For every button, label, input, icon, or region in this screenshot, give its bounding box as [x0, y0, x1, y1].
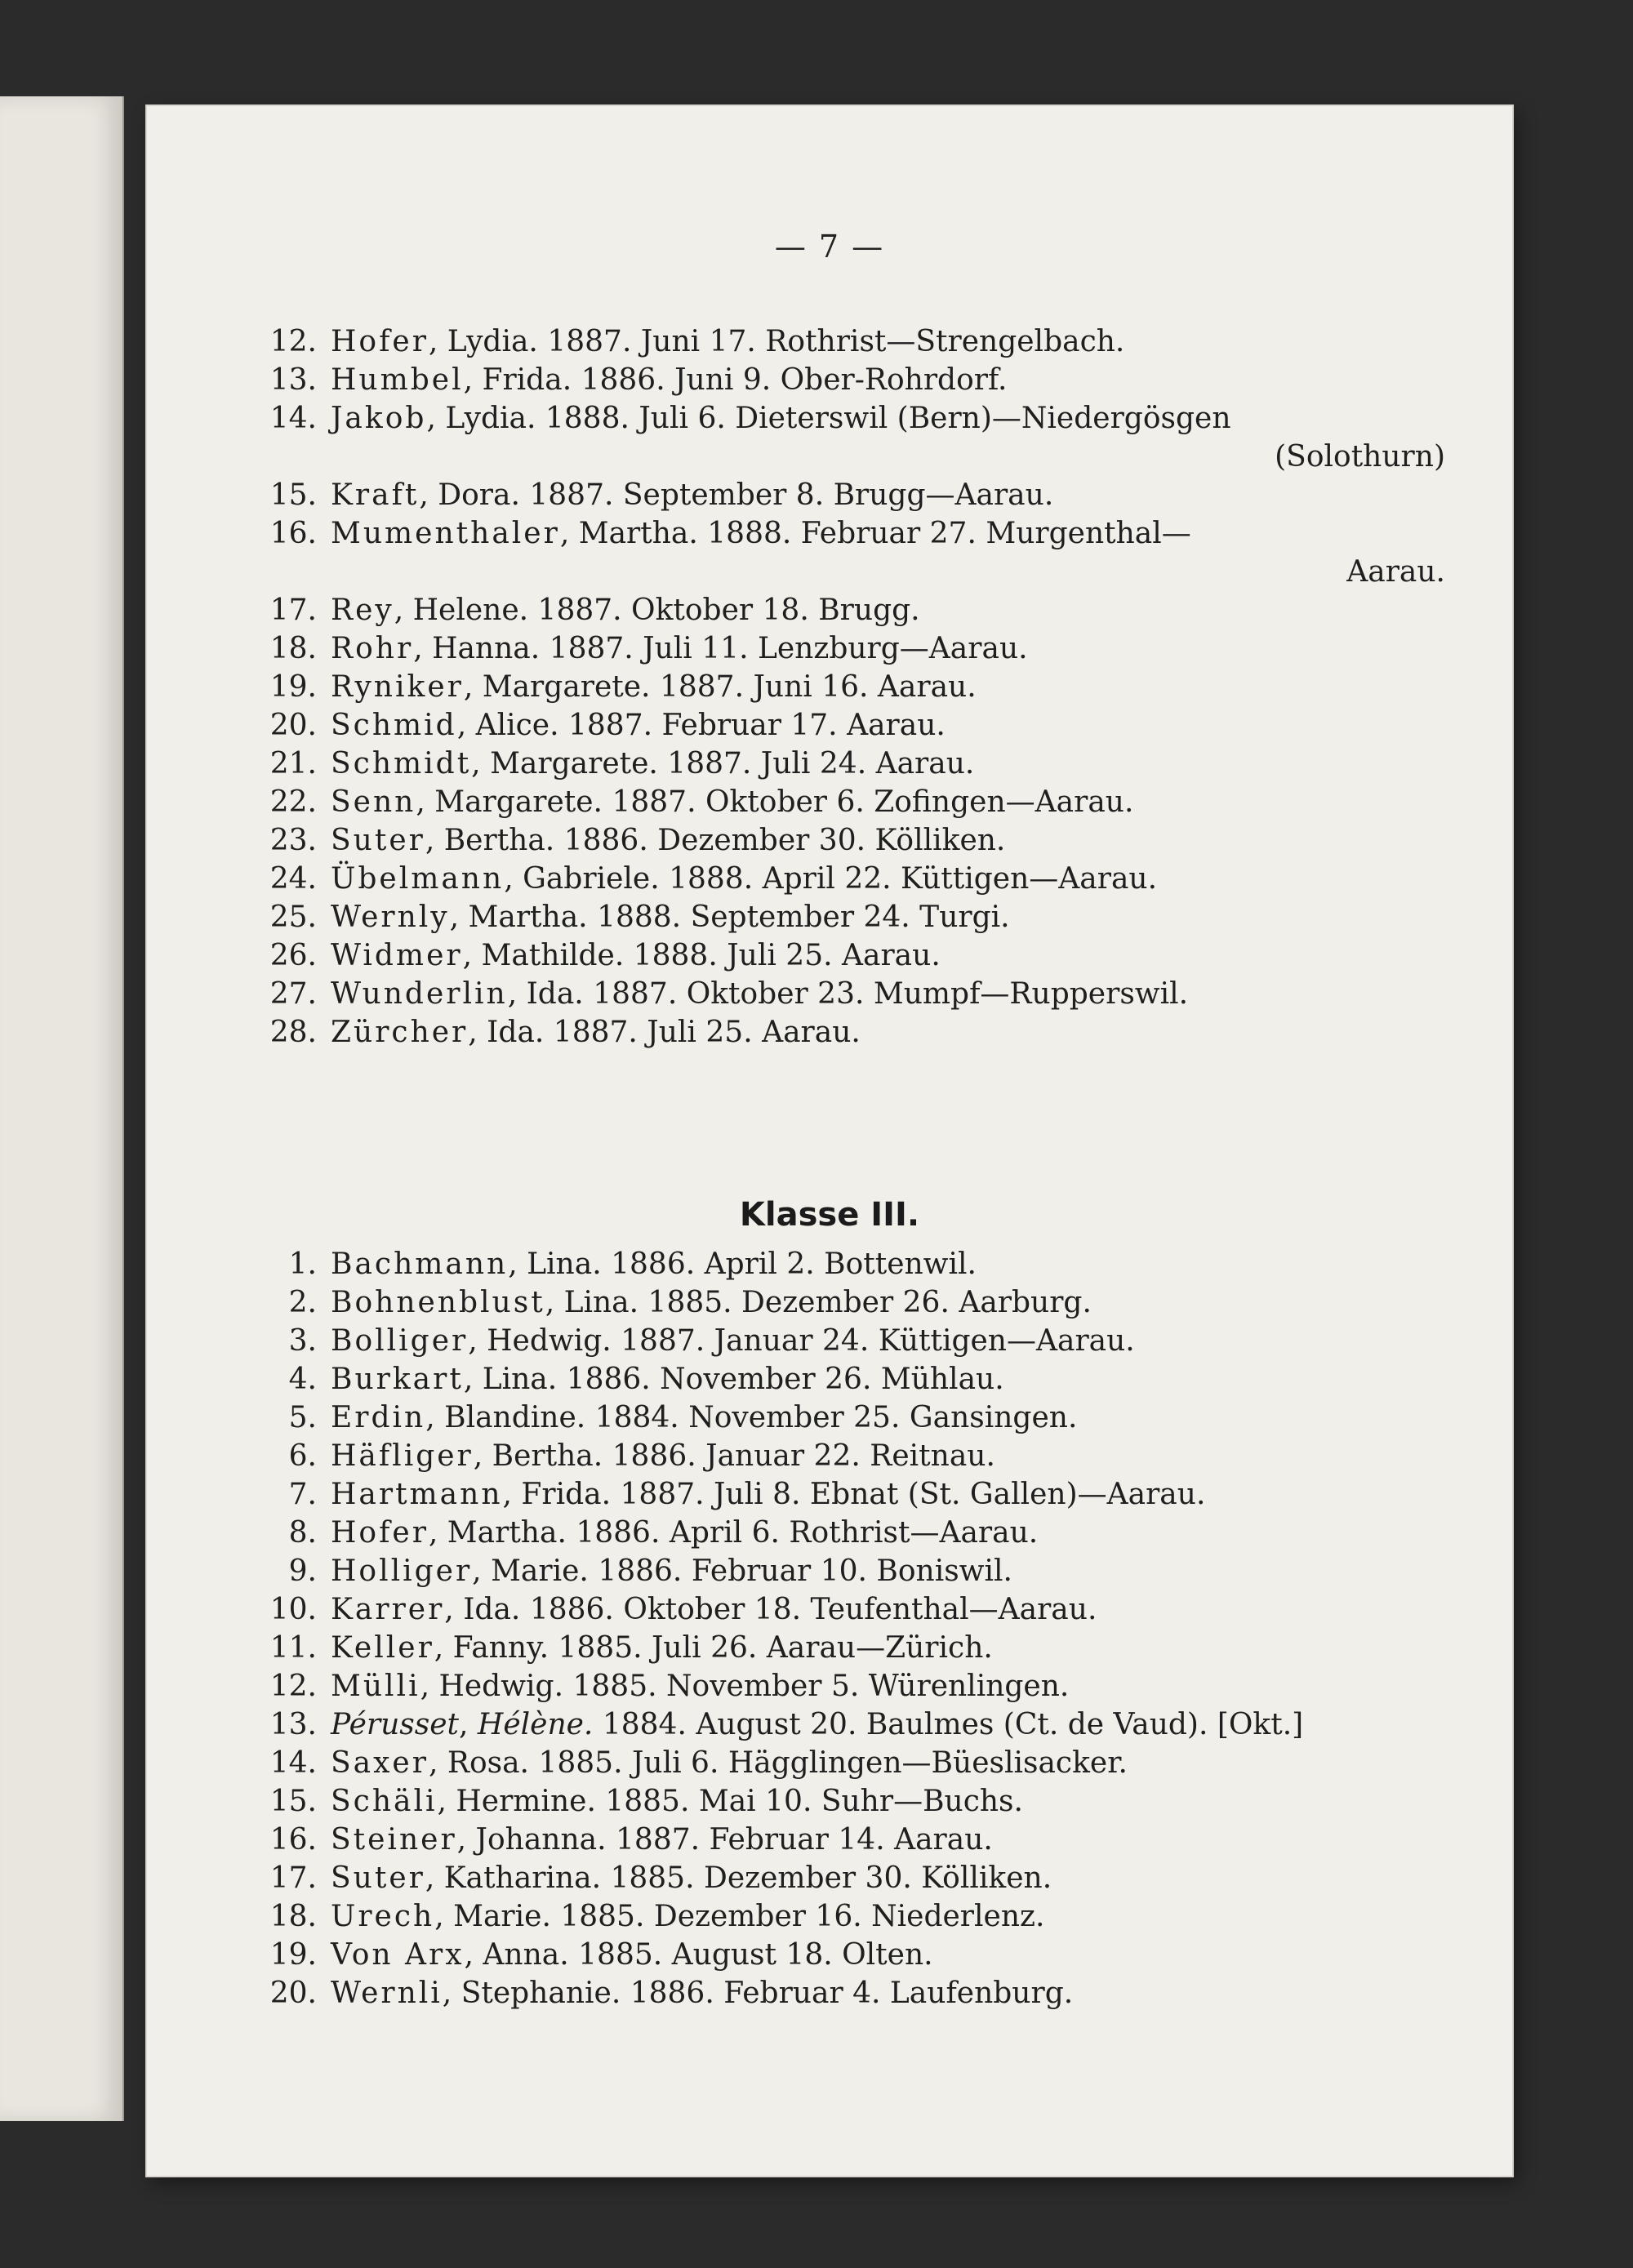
- entry-given-name: Margarete.: [482, 670, 651, 704]
- entry-given-name: Ida.: [463, 1593, 521, 1626]
- entry-details: 1887. Januar 24. Küttigen—Aarau.: [621, 1324, 1135, 1358]
- entry-number: 4.: [288, 1363, 317, 1396]
- facing-page-edge: [0, 96, 124, 2121]
- entry-text: Jakob, Lydia. 1888. Juli 6. Dieterswil (Bern)—Niedergösgen: [331, 402, 1231, 435]
- entry-surname: Keller: [331, 1631, 434, 1665]
- entry-given-name: Frida.: [482, 363, 572, 397]
- entry-number: 21.: [269, 747, 317, 780]
- list-entry: [269, 1590, 1482, 1629]
- entry-given-name: Martha.: [468, 901, 588, 934]
- entry-text: Urech, Marie. 1885. Dezember 16. Niederlenz.: [331, 1900, 1045, 1933]
- entry-surname: Erdin: [331, 1401, 426, 1434]
- list-entry: [269, 975, 1482, 1013]
- entry-given-name: Margarete.: [434, 785, 603, 819]
- list-entry: [269, 821, 1482, 860]
- entry-text: Holliger, Marie. 1886. Februar 10. Boniswil.: [331, 1554, 1012, 1588]
- entry-text: Ryniker, Margarete. 1887. Juni 16. Aarau.: [331, 670, 977, 704]
- entry-number: 27.: [269, 977, 317, 1011]
- entry-surname: Wunderlin: [331, 977, 508, 1011]
- entry-text: Übelmann, Gabriele. 1888. April 22. Küttigen—Aarau.: [331, 862, 1158, 896]
- entry-surname: Von Arx: [331, 1938, 465, 1972]
- list-entry: [274, 1360, 1482, 1399]
- list-entry: [274, 1283, 1482, 1322]
- entry-number: 14.: [269, 1746, 317, 1780]
- entry-surname: Hartmann: [331, 1478, 503, 1511]
- entry-number: 20.: [269, 709, 317, 742]
- entry-surname: Rey: [331, 594, 394, 627]
- list-entry: [269, 1744, 1482, 1782]
- entry-text: Widmer, Mathilde. 1888. Juli 25. Aarau.: [331, 939, 941, 972]
- entry-given-name: Frida.: [521, 1478, 612, 1511]
- list-entry: [269, 1629, 1482, 1667]
- entry-details: 1886. Februar 10. Boniswil.: [598, 1554, 1012, 1588]
- entry-details: 1887. September 8. Brugg—Aarau.: [529, 478, 1054, 512]
- entry-surname: Schäli: [331, 1785, 438, 1818]
- entry-details: 1886. April 6. Rothrist—Aarau.: [576, 1516, 1039, 1550]
- list-entry: [274, 1552, 1482, 1590]
- list-entry: [269, 898, 1482, 936]
- entry-given-name: Martha.: [447, 1516, 567, 1550]
- entry-details: 1884. August 20. Baulmes (Ct. de Vaud). [Okt.]: [602, 1708, 1304, 1741]
- entry-details: 1887. Juli 25. Aarau.: [553, 1016, 861, 1049]
- entry-surname: Rohr: [331, 632, 414, 665]
- entry-given-name: Marie.: [491, 1554, 589, 1588]
- entry-text: Wunderlin, Ida. 1887. Oktober 23. Mumpf—Rupperswil.: [331, 977, 1189, 1011]
- list-entry: [269, 1974, 1482, 2012]
- entry-details: 1885. Dezember 26. Aarburg.: [647, 1286, 1092, 1319]
- entry-surname: Zürcher: [331, 1016, 469, 1049]
- entry-surname: Ryniker: [331, 670, 464, 704]
- entry-number: 1.: [288, 1247, 317, 1281]
- entry-given-name: Lydia.: [445, 402, 536, 435]
- entry-details: 1886. Januar 22. Reitnau.: [612, 1439, 995, 1473]
- entry-surname: Kraft: [331, 478, 420, 512]
- student-list-top: [269, 322, 1482, 1052]
- entry-number: 12.: [269, 325, 317, 358]
- entry-given-name: Lina.: [482, 1363, 558, 1396]
- entry-number: 10.: [269, 1593, 317, 1626]
- entry-number: 16.: [269, 517, 317, 550]
- entry-given-name: Fanny.: [452, 1631, 550, 1665]
- entry-given-name: Stephanie.: [461, 1977, 621, 2010]
- entry-text: Burkart, Lina. 1886. November 26. Mühlau.: [331, 1363, 1004, 1396]
- entry-given-name: Ida.: [487, 1016, 545, 1049]
- entry-details: 1884. November 25. Gansingen.: [594, 1401, 1078, 1434]
- list-entry-continuation: [274, 438, 1482, 476]
- entry-number: 15.: [269, 1785, 317, 1818]
- entry-surname: Urech: [331, 1900, 435, 1933]
- list-entry: [274, 1437, 1482, 1475]
- entry-details: 1887. Oktober 18. Brugg.: [537, 594, 920, 627]
- entry-surname: Suter: [331, 824, 425, 857]
- entry-number: 7.: [288, 1478, 317, 1511]
- entry-text: Bohnenblust, Lina. 1885. Dezember 26. Aarburg.: [331, 1286, 1092, 1319]
- entry-number: 26.: [269, 939, 317, 972]
- entry-details: 1888. Juli 25. Aarau.: [633, 939, 941, 972]
- entry-given-name: Gabriele.: [523, 862, 660, 896]
- entry-number: 18.: [269, 632, 317, 665]
- list-entry: [269, 399, 1482, 438]
- entry-number: 24.: [269, 862, 317, 896]
- entry-given-name: Hedwig.: [487, 1324, 612, 1358]
- entry-text: Senn, Margarete. 1887. Oktober 6. Zofingen—Aarau.: [331, 785, 1134, 819]
- entry-given-name: Martha.: [578, 517, 698, 550]
- entry-number: 14.: [269, 402, 317, 435]
- entry-text: Schmid, Alice. 1887. Februar 17. Aarau.: [331, 709, 946, 742]
- entry-given-name: Anna.: [483, 1938, 569, 1972]
- entry-details: 1887. Oktober 6. Zofingen—Aarau.: [612, 785, 1134, 819]
- entry-text: Hartmann, Frida. 1887. Juli 8. Ebnat (St. Gallen)—Aarau.: [331, 1478, 1206, 1511]
- entry-number: 23.: [269, 824, 317, 857]
- entry-details: 1888. April 22. Küttigen—Aarau.: [669, 862, 1158, 896]
- list-entry: [269, 1821, 1482, 1859]
- entry-number: 11.: [269, 1631, 317, 1665]
- list-entry: [269, 783, 1482, 821]
- entry-number: 25.: [269, 901, 317, 934]
- entry-details: 1887. Juli 24. Aarau.: [667, 747, 975, 780]
- entry-surname: Schmidt: [331, 747, 472, 780]
- list-entry: [269, 936, 1482, 975]
- entry-text: Wernly, Martha. 1888. September 24. Turgi.: [331, 901, 1010, 934]
- student-list-klasse-iii: [269, 1245, 1482, 2012]
- page-number: — 7 —: [774, 229, 885, 265]
- entry-surname: Karrer: [331, 1593, 445, 1626]
- entry-surname: Bohnenblust: [331, 1286, 545, 1319]
- entry-text: Schäli, Hermine. 1885. Mai 10. Suhr—Buchs.: [331, 1785, 1023, 1818]
- entry-number: 28.: [269, 1016, 317, 1049]
- list-entry: [269, 1897, 1482, 1936]
- list-entry: [269, 322, 1482, 361]
- entry-surname: Holliger: [331, 1554, 473, 1588]
- entry-text: Suter, Bertha. 1886. Dezember 30. Kölliken.: [331, 824, 1006, 857]
- entry-details: 1888. Juli 6. Dieterswil (Bern)—Niedergösgen: [545, 402, 1231, 435]
- entry-number: 16.: [269, 1823, 317, 1857]
- list-entry: [269, 706, 1482, 745]
- list-entry: [269, 1782, 1482, 1821]
- list-entry-continuation: [274, 553, 1482, 591]
- entry-surname: Steiner: [331, 1823, 457, 1857]
- entry-number: 15.: [269, 478, 317, 512]
- entry-details: 1887. Juni 16. Aarau.: [659, 670, 977, 704]
- entry-text: Bolliger, Hedwig. 1887. Januar 24. Küttigen—Aarau.: [331, 1324, 1135, 1358]
- entry-surname: Humbel: [331, 363, 464, 397]
- entry-surname: Schmid: [331, 709, 457, 742]
- entry-number: 9.: [288, 1554, 317, 1588]
- entry-details: 1885. November 5. Würenlingen.: [572, 1670, 1070, 1703]
- entry-number: 17.: [269, 1861, 317, 1895]
- entry-given-name: Dora.: [438, 478, 520, 512]
- entry-text: Humbel, Frida. 1886. Juni 9. Ober-Rohrdorf.: [331, 363, 1008, 397]
- entry-surname: Hofer: [331, 1516, 429, 1550]
- entry-details: 1886. Dezember 30. Kölliken.: [563, 824, 1006, 857]
- section-title: Klasse III.: [739, 1196, 920, 1234]
- entry-number: 20.: [269, 1977, 317, 2010]
- entry-number: 6.: [288, 1439, 317, 1473]
- entry-details: 1885. Dezember 16. Niederlenz.: [560, 1900, 1045, 1933]
- entry-details: 1885. Juli 26. Aarau—Zürich.: [558, 1631, 993, 1665]
- entry-details: 1887. Juli 8. Ebnat (St. Gallen)—Aarau.: [620, 1478, 1206, 1511]
- entry-number: 18.: [269, 1900, 317, 1933]
- entry-number: 5.: [288, 1401, 317, 1434]
- entry-details: 1886. Februar 4. Laufenburg.: [630, 1977, 1074, 2010]
- entry-details: 1887. Juni 17. Rothrist—Strengelbach.: [547, 325, 1125, 358]
- entry-given-name: Blandine.: [444, 1401, 586, 1434]
- entry-text: Pérusset, Hélène. 1884. August 20. Baulmes (Ct. de Vaud). [Okt.]: [331, 1708, 1304, 1741]
- entry-details: 1886. Oktober 18. Teufenthal—Aarau.: [529, 1593, 1097, 1626]
- entry-surname: Häfliger: [331, 1439, 474, 1473]
- entry-surname: Übelmann: [331, 862, 505, 896]
- entry-given-name: Bertha.: [492, 1439, 603, 1473]
- list-entry: [274, 1322, 1482, 1360]
- entry-text: Hofer, Martha. 1886. April 6. Rothrist—Aarau.: [331, 1516, 1039, 1550]
- entry-continuation-text: Aarau.: [1346, 555, 1445, 589]
- entry-given-name: Bertha.: [443, 824, 555, 857]
- entry-surname: Wernly: [331, 901, 450, 934]
- entry-text: Rey, Helene. 1887. Oktober 18. Brugg.: [331, 594, 920, 627]
- entry-surname: Bolliger: [331, 1324, 469, 1358]
- entry-given-name: Margarete.: [490, 747, 658, 780]
- entry-number: 13.: [269, 363, 317, 397]
- entry-text: Bachmann, Lina. 1886. April 2. Bottenwil.: [331, 1247, 977, 1281]
- entry-text: Rohr, Hanna. 1887. Juli 11. Lenzburg—Aarau.: [331, 632, 1028, 665]
- entry-text: Suter, Katharina. 1885. Dezember 30. Kölliken.: [331, 1861, 1052, 1895]
- entry-number: 8.: [288, 1516, 317, 1550]
- entry-continuation-text: (Solothurn): [1275, 440, 1445, 474]
- entry-text: Kraft, Dora. 1887. September 8. Brugg—Aarau.: [331, 478, 1054, 512]
- entry-text: Häfliger, Bertha. 1886. Januar 22. Reitnau.: [331, 1439, 995, 1473]
- entry-given-name: Lydia.: [447, 325, 538, 358]
- entry-surname: Senn: [331, 785, 416, 819]
- list-entry: [269, 591, 1482, 629]
- entry-number: 17.: [269, 594, 317, 627]
- entry-given-name: Johanna.: [475, 1823, 607, 1857]
- entry-details: 1885. Juli 6. Hägglingen—Büeslisacker.: [538, 1746, 1128, 1780]
- entry-number: 13.: [269, 1708, 317, 1741]
- entry-details: 1887. Februar 14. Aarau.: [616, 1823, 993, 1857]
- entry-surname: Bachmann: [331, 1247, 509, 1281]
- entry-number: 22.: [269, 785, 317, 819]
- entry-surname: Pérusset: [331, 1708, 460, 1741]
- entry-given-name: Katharina.: [443, 1861, 602, 1895]
- entry-number: 12.: [269, 1670, 317, 1703]
- list-entry: [269, 1859, 1482, 1897]
- entry-surname: Mumenthaler: [331, 517, 560, 550]
- entry-text: Wernli, Stephanie. 1886. Februar 4. Laufenburg.: [331, 1977, 1074, 2010]
- entry-surname: Saxer: [331, 1746, 429, 1780]
- entry-given-name: Hélène.: [477, 1708, 594, 1741]
- list-entry: [269, 668, 1482, 706]
- entry-given-name: Ida.: [526, 977, 584, 1011]
- entry-given-name: Marie.: [453, 1900, 551, 1933]
- entry-surname: Wernli: [331, 1977, 443, 2010]
- entry-given-name: Hermine.: [456, 1785, 596, 1818]
- entry-given-name: Rosa.: [447, 1746, 530, 1780]
- list-entry: [269, 860, 1482, 898]
- entry-text: Mülli, Hedwig. 1885. November 5. Würenlingen.: [331, 1670, 1070, 1703]
- entry-text: Erdin, Blandine. 1884. November 25. Gansingen.: [331, 1401, 1078, 1434]
- entry-details: 1886. Juni 9. Ober-Rohrdorf.: [581, 363, 1008, 397]
- list-entry: [274, 1245, 1482, 1283]
- entry-details: 1885. Mai 10. Suhr—Buchs.: [605, 1785, 1023, 1818]
- entry-given-name: Hedwig.: [438, 1670, 564, 1703]
- list-entry: [274, 1514, 1482, 1552]
- entry-number: 19.: [269, 1938, 317, 1972]
- entry-text: Karrer, Ida. 1886. Oktober 18. Teufenthal—Aarau.: [331, 1593, 1097, 1626]
- entry-text: Zürcher, Ida. 1887. Juli 25. Aarau.: [331, 1016, 861, 1049]
- entry-details: 1886. November 26. Mühlau.: [566, 1363, 1004, 1396]
- entry-given-name: Lina.: [563, 1286, 639, 1319]
- entry-text: Keller, Fanny. 1885. Juli 26. Aarau—Zürich.: [331, 1631, 993, 1665]
- entry-text: Schmidt, Margarete. 1887. Juli 24. Aarau.: [331, 747, 975, 780]
- entry-text: Hofer, Lydia. 1887. Juni 17. Rothrist—Strengelbach.: [331, 325, 1125, 358]
- entry-details: 1885. Dezember 30. Kölliken.: [610, 1861, 1052, 1895]
- entry-text: Von Arx, Anna. 1885. August 18. Olten.: [331, 1938, 933, 1972]
- entry-details: 1888. Februar 27. Murgenthal—: [707, 517, 1191, 550]
- entry-given-name: Hanna.: [432, 632, 541, 665]
- entry-number: 2.: [288, 1286, 317, 1319]
- entry-given-name: Alice.: [475, 709, 559, 742]
- entry-details: 1887. Juli 11. Lenzburg—Aarau.: [549, 632, 1028, 665]
- entry-given-name: Helene.: [412, 594, 529, 627]
- entry-surname: Widmer: [331, 939, 463, 972]
- list-entry: [269, 514, 1482, 553]
- list-entry: [269, 745, 1482, 783]
- list-entry: [269, 1667, 1482, 1705]
- list-entry: [269, 629, 1482, 668]
- list-entry: [269, 1705, 1482, 1744]
- entry-details: 1887. Oktober 23. Mumpf—Rupperswil.: [593, 977, 1189, 1011]
- entry-surname: Hofer: [331, 325, 429, 358]
- entry-given-name: Mathilde.: [481, 939, 625, 972]
- entry-details: 1885. August 18. Olten.: [578, 1938, 933, 1972]
- entry-surname: Jakob: [331, 402, 427, 435]
- entry-details: 1888. September 24. Turgi.: [597, 901, 1010, 934]
- entry-text: Steiner, Johanna. 1887. Februar 14. Aarau.: [331, 1823, 993, 1857]
- entry-text: Saxer, Rosa. 1885. Juli 6. Hägglingen—Büeslisacker.: [331, 1746, 1128, 1780]
- entry-number: 19.: [269, 670, 317, 704]
- entry-given-name: Lina.: [527, 1247, 602, 1281]
- list-entry: [269, 476, 1482, 514]
- list-entry: [269, 361, 1482, 399]
- list-entry: [274, 1399, 1482, 1437]
- entry-surname: Mülli: [331, 1670, 420, 1703]
- entry-surname: Suter: [331, 1861, 425, 1895]
- entry-details: 1886. April 2. Bottenwil.: [611, 1247, 977, 1281]
- list-entry: [269, 1936, 1482, 1974]
- list-entry: [269, 1013, 1482, 1052]
- document-page: [147, 106, 1512, 2176]
- entry-surname: Burkart: [331, 1363, 464, 1396]
- entry-details: 1887. Februar 17. Aarau.: [568, 709, 946, 742]
- entry-text: Mumenthaler, Martha. 1888. Februar 27. Murgenthal—: [331, 517, 1191, 550]
- entry-number: 3.: [288, 1324, 317, 1358]
- list-entry: [274, 1475, 1482, 1514]
